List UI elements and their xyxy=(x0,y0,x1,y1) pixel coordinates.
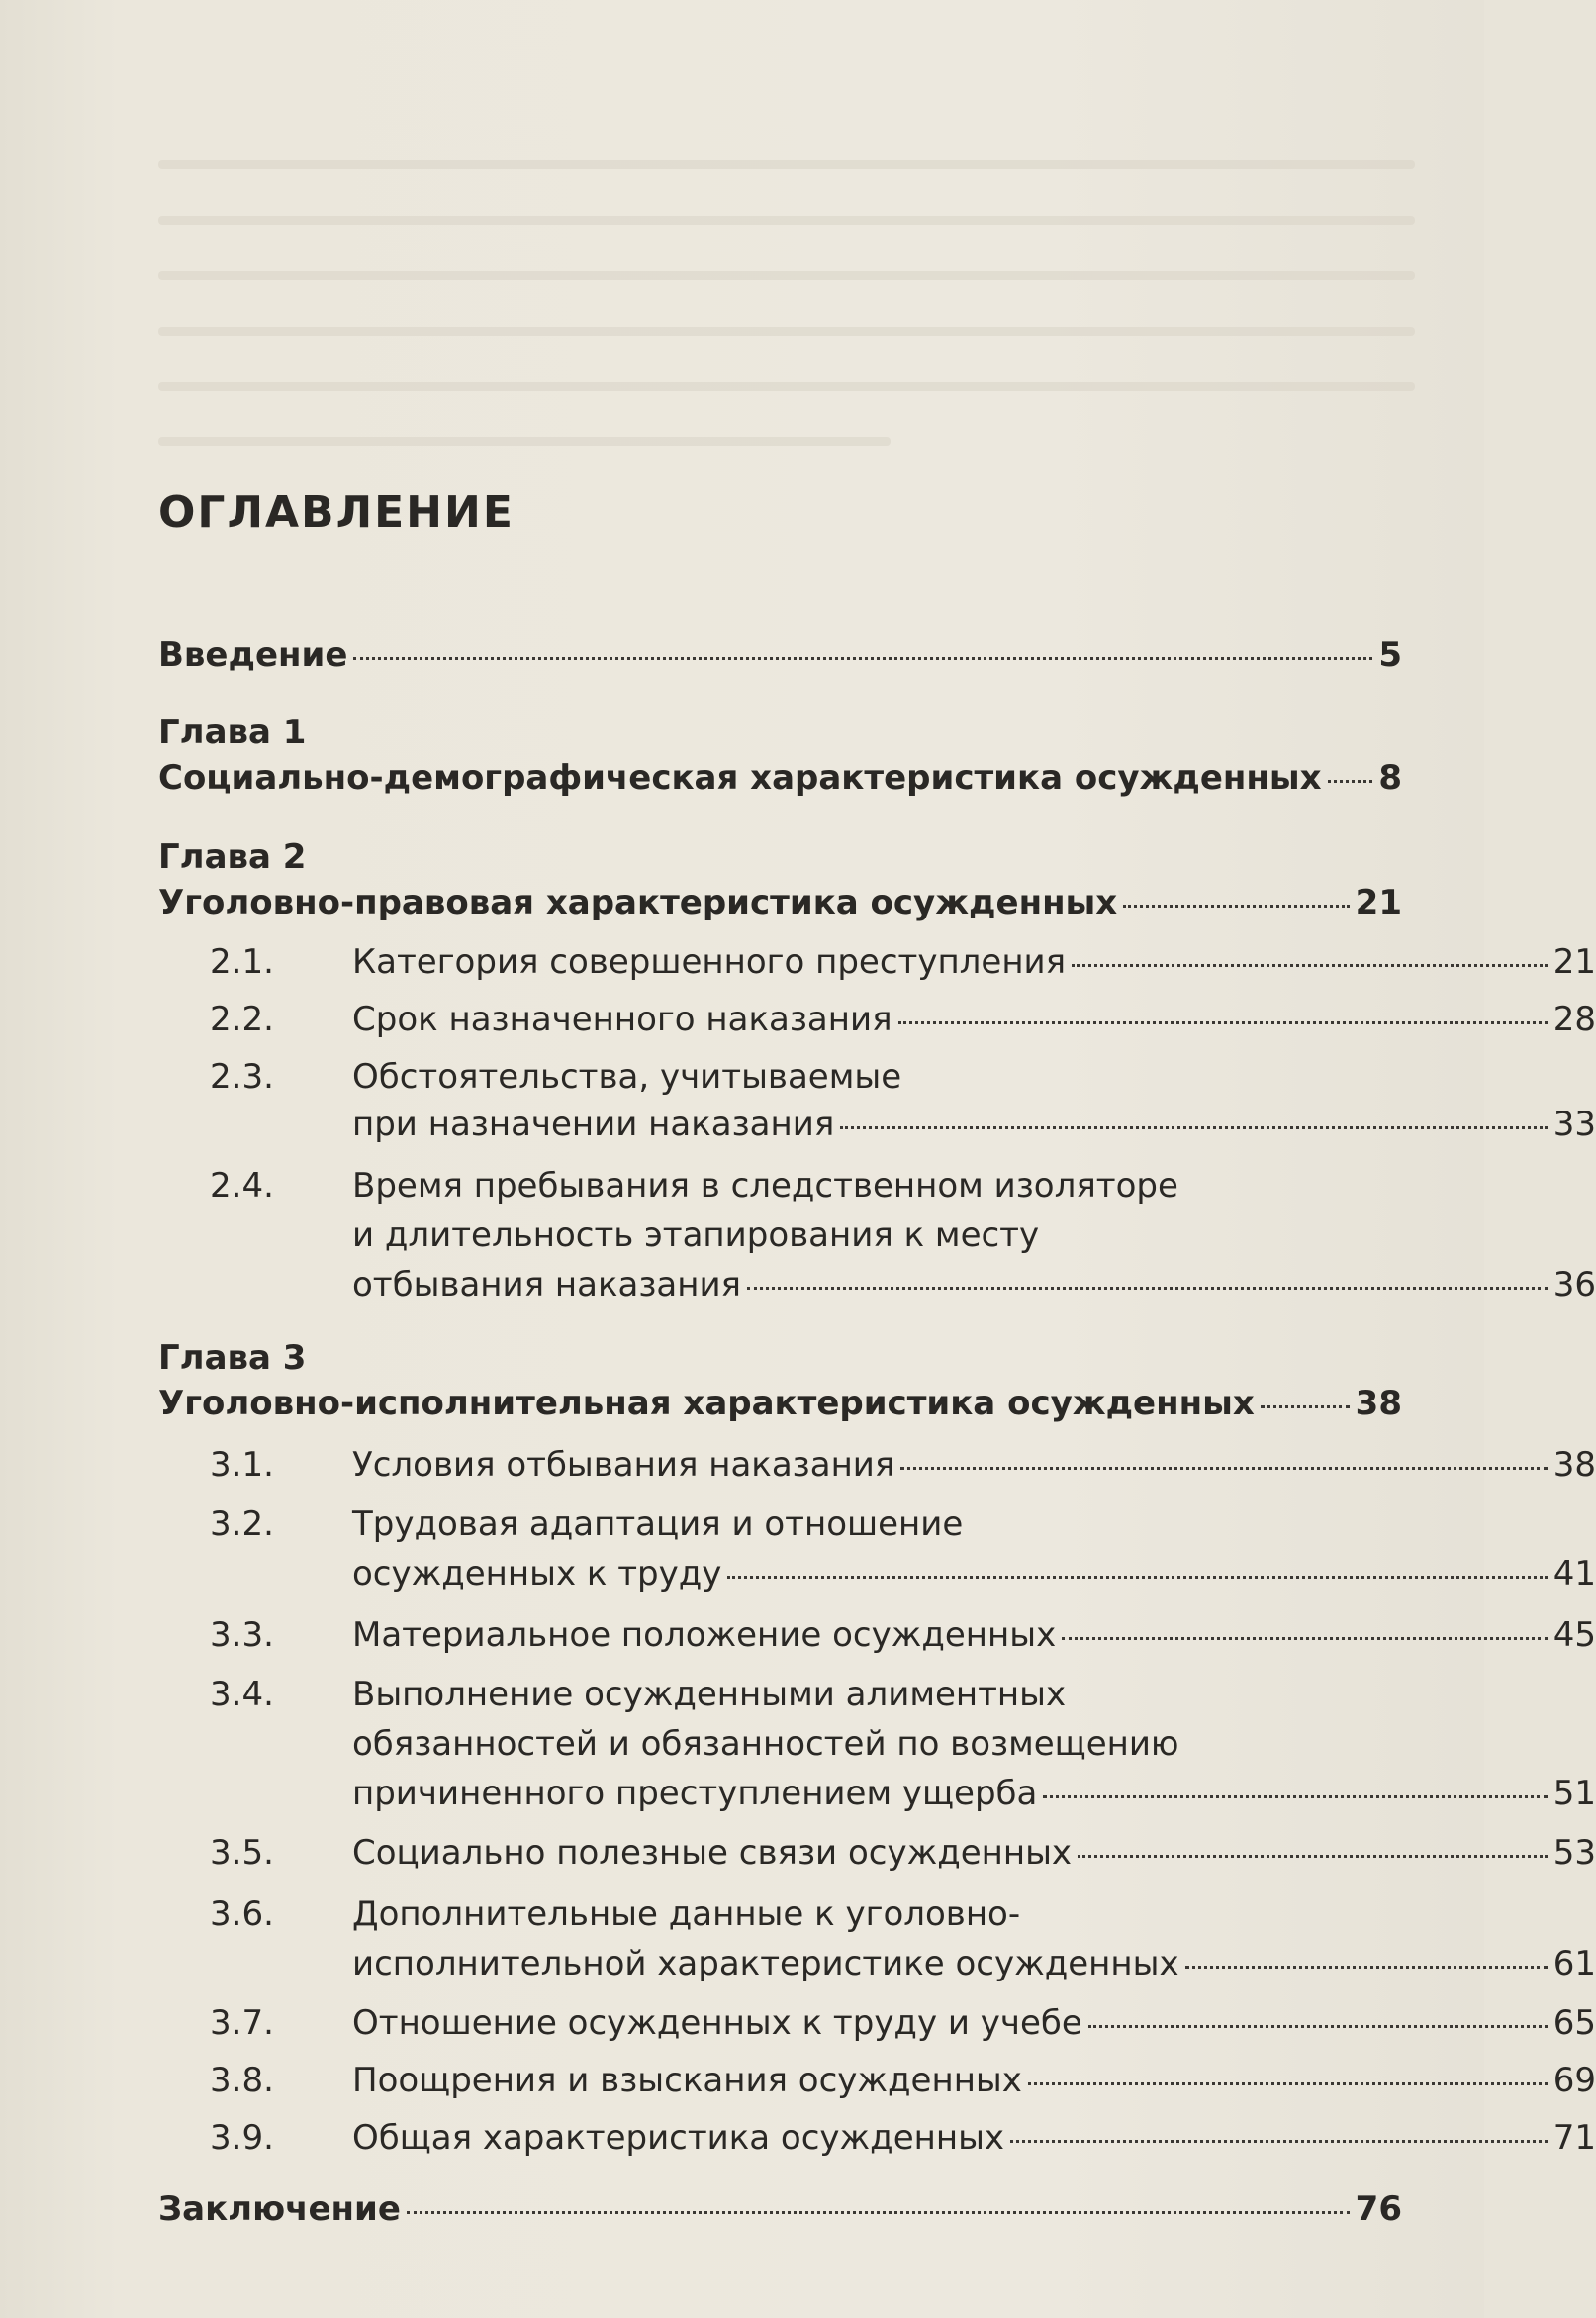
toc-page-number: 69 xyxy=(1552,2061,1596,2100)
chapter-heading: Глава 3 xyxy=(158,1338,307,1378)
toc-entry-text: Выполнение осужденными алиментных xyxy=(352,1675,1067,1714)
section-number: 2.1. xyxy=(210,942,274,982)
toc-entry-label: Социально полезные связи осужденных xyxy=(352,1833,1073,1873)
section-number: 3.1. xyxy=(210,1445,274,1485)
section-number: 3.3. xyxy=(210,1615,274,1655)
toc-page-number: 53 xyxy=(1552,1833,1596,1873)
toc-entry-text: обязанностей и обязанностей по возмещению xyxy=(352,1724,1179,1764)
toc-page-number: 65 xyxy=(1552,2003,1596,2043)
toc-entry-label: причиненного преступлением ущерба xyxy=(352,1774,1038,1813)
toc-subentry xyxy=(158,940,1596,984)
dot-leader xyxy=(840,1126,1547,1129)
toc-subentry-line xyxy=(158,1892,1402,1936)
toc-entry-label: при назначении наказания xyxy=(352,1105,835,1144)
section-number: 3.5. xyxy=(210,1833,274,1873)
toc-entry-label: Заключение xyxy=(158,2189,401,2229)
section-number: 2.4. xyxy=(210,1166,274,1206)
toc-subentry xyxy=(158,1552,1596,1595)
chapter-heading: Глава 2 xyxy=(158,837,307,877)
dot-leader xyxy=(1261,1405,1350,1408)
dot-leader xyxy=(1123,905,1349,908)
toc-page-number: 21 xyxy=(1552,942,1596,982)
section-number: 3.7. xyxy=(210,2003,274,2043)
toc-page-number: 45 xyxy=(1552,1615,1596,1655)
dot-leader xyxy=(747,1287,1548,1290)
dot-leader xyxy=(1062,1637,1548,1640)
toc-subentry xyxy=(158,2001,1596,2045)
toc-entry-label: Поощрения и взыскания осужденных xyxy=(352,2061,1022,2100)
toc-subentry-line xyxy=(158,1213,1402,1257)
toc-page-number: 76 xyxy=(1355,2189,1402,2229)
toc-subentry xyxy=(158,1103,1596,1146)
toc-entry-text: Время пребывания в следственном изоляторе xyxy=(352,1166,1178,1206)
toc-page-number: 36 xyxy=(1552,1265,1596,1304)
section-number: 3.2. xyxy=(210,1504,274,1544)
toc-entry-label: осужденных к труду xyxy=(352,1554,722,1594)
dot-leader xyxy=(1043,1795,1547,1798)
toc-entry-label: Срок назначенного наказания xyxy=(352,1000,892,1039)
toc-subentry-line xyxy=(158,1055,1402,1099)
toc-page-number: 41 xyxy=(1552,1554,1596,1594)
toc-entry-label: Введение xyxy=(158,635,348,675)
toc-entry-label: Отношение осужденных к труду и учебе xyxy=(352,2003,1082,2043)
section-number: 3.9. xyxy=(210,2118,274,2158)
toc-page-number: 38 xyxy=(1552,1445,1596,1485)
toc-subentry-line xyxy=(158,1673,1402,1716)
toc-entry-label: Материальное положение осужденных xyxy=(352,1615,1057,1655)
dot-leader xyxy=(1028,2082,1548,2085)
toc-page-number: 61 xyxy=(1552,1944,1596,1983)
bleed-through-line xyxy=(158,216,1415,225)
toc-entry-label: Социально-демографическая характеристика осужденных xyxy=(158,758,1322,798)
toc-subentry xyxy=(158,1942,1596,1985)
toc-entry-chapter3 xyxy=(158,1382,1402,1425)
toc-subentry xyxy=(158,2116,1596,2160)
toc-entry-text: Дополнительные данные к уголовно- xyxy=(352,1894,1021,1934)
section-number: 2.3. xyxy=(210,1057,274,1097)
toc-subentry-line xyxy=(158,1502,1402,1546)
dot-leader xyxy=(1010,2140,1548,2143)
bleed-through-line xyxy=(158,382,1415,391)
toc-page-number: 28 xyxy=(1552,1000,1596,1039)
bleed-through-line xyxy=(158,327,1415,336)
toc-page-number: 21 xyxy=(1355,883,1402,922)
toc-subentry xyxy=(158,2059,1596,2102)
toc-subentry xyxy=(158,1831,1596,1875)
toc-entry-text: Обстоятельства, учитываемые xyxy=(352,1057,902,1097)
toc-entry-label: Общая характеристика осужденных xyxy=(352,2118,1005,2158)
dot-leader xyxy=(1185,1966,1548,1969)
bleed-through-line xyxy=(158,271,1415,280)
toc-entry-conclusion xyxy=(158,2187,1402,2231)
toc-entry-text: и длительность этапирования к месту xyxy=(352,1215,1040,1255)
toc-entry-chapter1 xyxy=(158,756,1402,800)
toc-entry-label: Категория совершенного преступления xyxy=(352,942,1067,982)
toc-entry-label: исполнительной характеристике осужденных xyxy=(352,1944,1179,1983)
section-number: 3.6. xyxy=(210,1894,274,1934)
dot-leader xyxy=(407,2211,1350,2214)
toc-subentry xyxy=(158,998,1596,1041)
toc-page-number: 5 xyxy=(1378,635,1402,675)
toc-subentry-line xyxy=(158,1722,1402,1766)
toc-subentry xyxy=(158,1772,1596,1815)
toc-page-number: 51 xyxy=(1552,1774,1596,1813)
chapter-heading: Глава 1 xyxy=(158,713,307,752)
toc-entry-text: Трудовая адаптация и отношение xyxy=(352,1504,964,1544)
toc-page-number: 33 xyxy=(1552,1105,1596,1144)
toc-page-number: 8 xyxy=(1378,758,1402,798)
dot-leader xyxy=(727,1576,1547,1579)
toc-subentry xyxy=(158,1613,1596,1657)
bleed-through-line xyxy=(158,160,1415,169)
dot-leader xyxy=(353,657,1372,660)
section-number: 2.2. xyxy=(210,1000,274,1039)
toc-subentry xyxy=(158,1443,1596,1487)
page-title: ОГЛАВЛЕНИЕ xyxy=(158,487,515,537)
section-number: 3.4. xyxy=(210,1675,274,1714)
toc-page-number: 38 xyxy=(1355,1384,1402,1423)
toc-subentry-line xyxy=(158,1164,1402,1207)
dot-leader xyxy=(1078,1855,1548,1858)
dot-leader xyxy=(898,1021,1548,1024)
toc-entry-chapter2 xyxy=(158,881,1402,924)
section-number: 3.8. xyxy=(210,2061,274,2100)
dot-leader xyxy=(1072,964,1548,967)
dot-leader xyxy=(1328,780,1373,783)
dot-leader xyxy=(1088,2025,1548,2028)
toc-entry-label: Условия отбывания наказания xyxy=(352,1445,895,1485)
toc-entry-label: Уголовно-правовая характеристика осужденных xyxy=(158,883,1118,922)
toc-subentry xyxy=(158,1263,1596,1306)
toc-entry-label: отбывания наказания xyxy=(352,1265,742,1304)
toc-page-number: 71 xyxy=(1552,2118,1596,2158)
toc-entry-label: Уголовно-исполнительная характеристика осужденных xyxy=(158,1384,1255,1423)
bleed-through-line xyxy=(158,437,891,446)
dot-leader xyxy=(900,1467,1547,1470)
toc-entry-introduction xyxy=(158,633,1402,677)
